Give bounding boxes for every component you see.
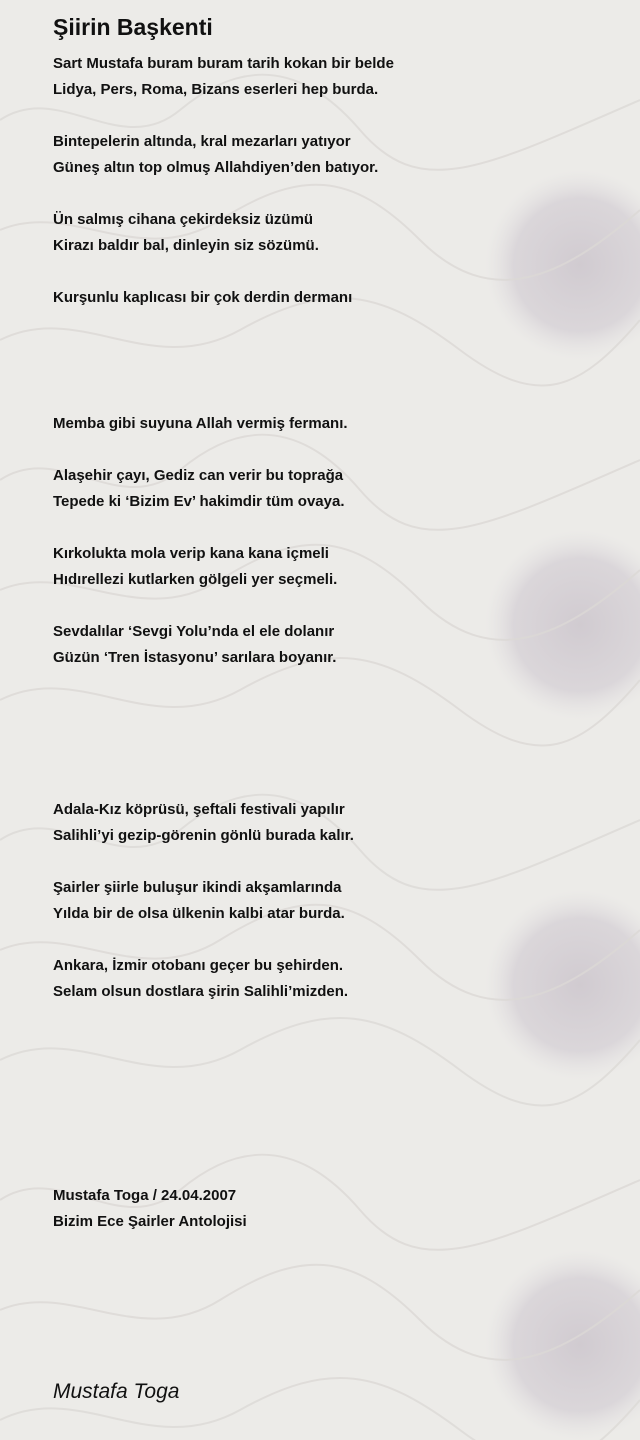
poem-line: Sevdalılar ‘Sevgi Yolu’nda el ele dolanır xyxy=(53,623,335,640)
poem-line: Ankara, İzmir otobanı geçer bu şehirden. xyxy=(53,957,344,974)
poem-line: Bintepelerin altında, kral mezarları yatıyor xyxy=(53,133,351,150)
poem-line: Güneş altın top olmuş Allahdiyen’den batıyor. xyxy=(53,159,379,176)
poem-line: Şairler şiirle buluşur ikindi akşamlarında xyxy=(53,879,342,896)
poem-line: Ün salmış cihana çekirdeksiz üzümü xyxy=(53,211,314,228)
poem-line: Sart Mustafa buram buram tarih kokan bir belde xyxy=(53,55,394,72)
poem-signature-line: Mustafa Toga / 24.04.2007 xyxy=(53,1187,237,1204)
poem-line: Kurşunlu kaplıcası bir çok derdin dermanı xyxy=(53,289,353,306)
poem-line: Hıdırellezi kutlarken gölgeli yer seçmeli. xyxy=(53,571,338,588)
poem-line: Adala-Kız köprüsü, şeftali festivali yapılır xyxy=(53,801,345,818)
poem-line: Tepede ki ‘Bizim Ev’ hakimdir tüm ovaya. xyxy=(53,493,345,510)
poem-line: Memba gibi suyuna Allah vermiş fermanı. xyxy=(53,415,348,432)
poem-line: Güzün ‘Tren İstasyonu’ sarılara boyanır. xyxy=(53,649,337,666)
author-name: Mustafa Toga xyxy=(53,1380,180,1403)
poem-line: Kırkolukta mola verip kana kana içmeli xyxy=(53,545,329,562)
poem-anthology-line: Bizim Ece Şairler Antolojisi xyxy=(53,1213,247,1230)
poem-line: Selam olsun dostlara şirin Salihli’mizden. xyxy=(53,983,349,1000)
poem-line: Salihli’yi gezip-görenin gönlü burada kalır. xyxy=(53,827,354,844)
poem-title: Şiirin Başkenti xyxy=(53,14,213,40)
poem-line: Alaşehir çayı, Gediz can verir bu toprağa xyxy=(53,467,344,484)
poem-line: Yılda bir de olsa ülkenin kalbi atar burda. xyxy=(53,905,345,922)
poem-line: Kirazı baldır bal, dinleyin siz sözümü. xyxy=(53,237,319,254)
poem-line: Lidya, Pers, Roma, Bizans eserleri hep burda. xyxy=(53,81,379,98)
